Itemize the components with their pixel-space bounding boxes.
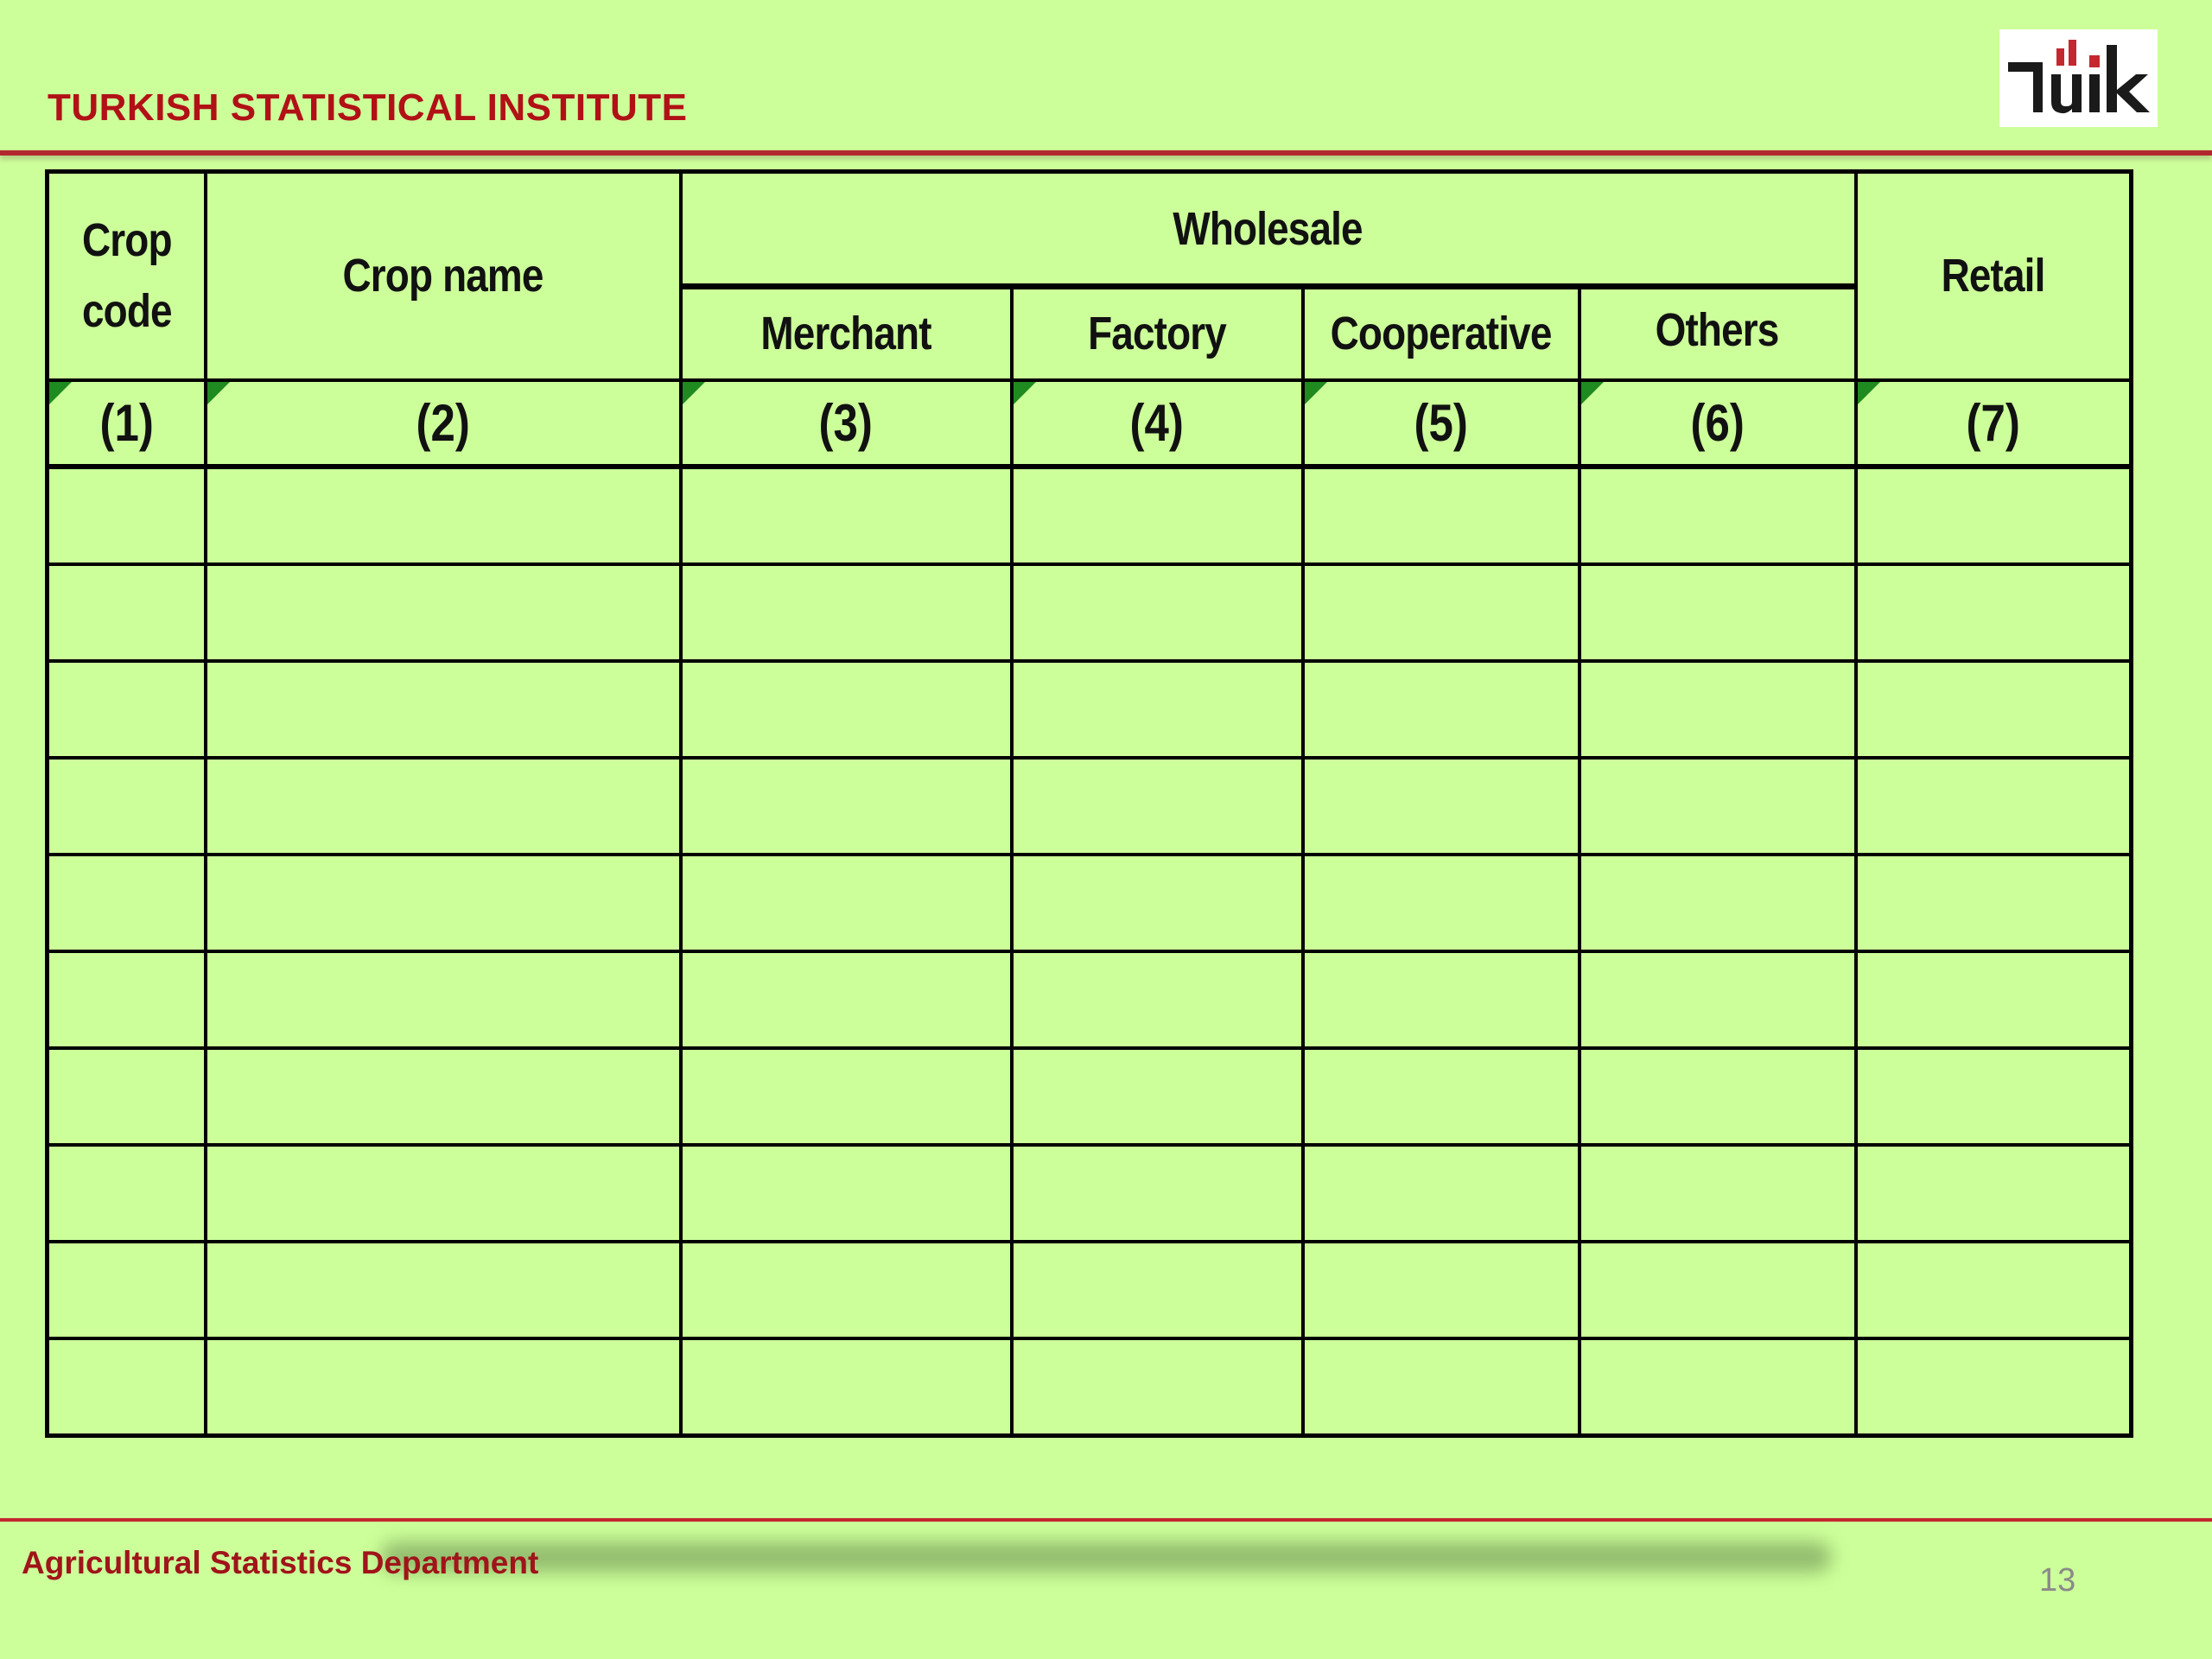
table-cell[interactable] (206, 1048, 681, 1145)
table-cell[interactable] (1303, 564, 1580, 661)
table-cell[interactable] (48, 661, 206, 758)
column-number: (5) (1303, 380, 1580, 467)
table-cell[interactable] (206, 951, 681, 1048)
table-cell[interactable] (1012, 1048, 1303, 1145)
table-cell[interactable] (1303, 661, 1580, 758)
header-factory (1012, 287, 1303, 380)
table-cell[interactable] (1856, 1145, 2132, 1242)
header-crop-name (206, 172, 681, 380)
table-cell[interactable] (1012, 1145, 1303, 1242)
header-wholesale-label: Wholesale (1173, 202, 1363, 255)
table-cell[interactable] (681, 855, 1012, 951)
table-cell[interactable] (1856, 1048, 2132, 1145)
table-cell[interactable] (1580, 467, 1856, 564)
table-cell[interactable] (1303, 1242, 1580, 1338)
table-cell[interactable] (1303, 1338, 1580, 1436)
table-cell[interactable] (206, 855, 681, 951)
header-cooperative (1303, 287, 1580, 380)
table-body (48, 467, 2132, 1436)
table-cell[interactable] (48, 758, 206, 855)
header-crop-name-label: Crop name (342, 250, 543, 302)
table-cell[interactable] (48, 1048, 206, 1145)
column-number: (7) (1856, 380, 2132, 467)
header-merchant-label: Merchant (760, 308, 931, 360)
table-cell[interactable] (1012, 1242, 1303, 1338)
table-row (48, 661, 2132, 758)
table-cell[interactable] (48, 1242, 206, 1338)
institute-title: TURKISH STATISTICAL INSTITUTE (48, 86, 688, 129)
table-cell[interactable] (1580, 951, 1856, 1048)
table-cell[interactable] (1303, 758, 1580, 855)
header-divider (0, 150, 2212, 156)
table-cell[interactable] (48, 1338, 206, 1436)
column-number: (3) (681, 380, 1012, 467)
tuik-logo-icon (1999, 29, 2158, 127)
table-row (48, 758, 2132, 855)
table-cell[interactable] (1580, 1048, 1856, 1145)
table-cell[interactable] (1012, 855, 1303, 951)
table-cell[interactable] (681, 564, 1012, 661)
table-cell[interactable] (206, 1338, 681, 1436)
table-cell[interactable] (1580, 1338, 1856, 1436)
table-cell[interactable] (1012, 564, 1303, 661)
table-cell[interactable] (1580, 1145, 1856, 1242)
column-number: (2) (206, 380, 681, 467)
table-row (48, 951, 2132, 1048)
table-cell[interactable] (681, 467, 1012, 564)
table-cell[interactable] (206, 564, 681, 661)
table-cell[interactable] (1856, 661, 2132, 758)
table-cell[interactable] (681, 1145, 1012, 1242)
table-cell[interactable] (681, 951, 1012, 1048)
table-cell[interactable] (681, 1048, 1012, 1145)
header-crop-code-label: Crop code (82, 214, 172, 338)
table-cell[interactable] (1303, 1048, 1580, 1145)
table-cell[interactable] (681, 661, 1012, 758)
table-cell[interactable] (48, 1145, 206, 1242)
table-cell[interactable] (206, 1145, 681, 1242)
department-name: Agricultural Statistics Department (22, 1545, 539, 1580)
table-cell[interactable] (1303, 855, 1580, 951)
table-row (48, 1145, 2132, 1242)
table-cell[interactable] (1012, 758, 1303, 855)
table-cell[interactable] (1856, 1338, 2132, 1436)
table-cell[interactable] (48, 564, 206, 661)
table-cell[interactable] (1303, 467, 1580, 564)
table-row (48, 564, 2132, 661)
column-number: (6) (1580, 380, 1856, 467)
table-cell[interactable] (1856, 564, 2132, 661)
table-row (48, 855, 2132, 951)
table-cell[interactable] (1856, 951, 2132, 1048)
table-cell[interactable] (1856, 758, 2132, 855)
table-cell[interactable] (1012, 1338, 1303, 1436)
header-factory-label: Factory (1088, 308, 1226, 360)
table-row (48, 1048, 2132, 1145)
table-cell[interactable] (1580, 758, 1856, 855)
table-cell[interactable] (1856, 1242, 2132, 1338)
table-cell[interactable] (1580, 661, 1856, 758)
header-retail (1856, 172, 2132, 380)
table-cell[interactable] (206, 758, 681, 855)
table-cell[interactable] (1580, 1242, 1856, 1338)
table-cell[interactable] (681, 1242, 1012, 1338)
column-number: (4) (1012, 380, 1303, 467)
footer-shadow-bar (380, 1541, 1832, 1573)
table-cell[interactable] (1303, 951, 1580, 1048)
table-cell[interactable] (1012, 951, 1303, 1048)
table-cell[interactable] (681, 758, 1012, 855)
table-row (48, 467, 2132, 564)
header-retail-label: Retail (1941, 250, 2045, 302)
header-cooperative-label: Cooperative (1330, 308, 1552, 360)
page-number: 13 (2039, 1562, 2076, 1599)
table-cell[interactable] (48, 855, 206, 951)
column-number: (1) (48, 380, 206, 467)
table-cell[interactable] (48, 467, 206, 564)
table-cell[interactable] (1856, 855, 2132, 951)
table-cell[interactable] (1580, 855, 1856, 951)
header-merchant (681, 287, 1012, 380)
table-row (48, 1242, 2132, 1338)
footer-divider (0, 1518, 2212, 1522)
table-cell[interactable] (1580, 564, 1856, 661)
table-cell[interactable] (1856, 467, 2132, 564)
table-cell[interactable] (681, 1338, 1012, 1436)
table-cell[interactable] (206, 661, 681, 758)
sales-form-table (45, 169, 2133, 1438)
table-cell[interactable] (1012, 467, 1303, 564)
table-cell[interactable] (206, 1242, 681, 1338)
header-others-label: Others (1656, 304, 1779, 356)
table-cell[interactable] (206, 467, 681, 564)
header-wholesale (681, 172, 1856, 287)
table-cell[interactable] (1012, 661, 1303, 758)
table-cell[interactable] (1303, 1145, 1580, 1242)
header-others (1580, 287, 1856, 380)
table-cell[interactable] (48, 951, 206, 1048)
header-crop-code (48, 172, 206, 380)
table-row (48, 1338, 2132, 1436)
